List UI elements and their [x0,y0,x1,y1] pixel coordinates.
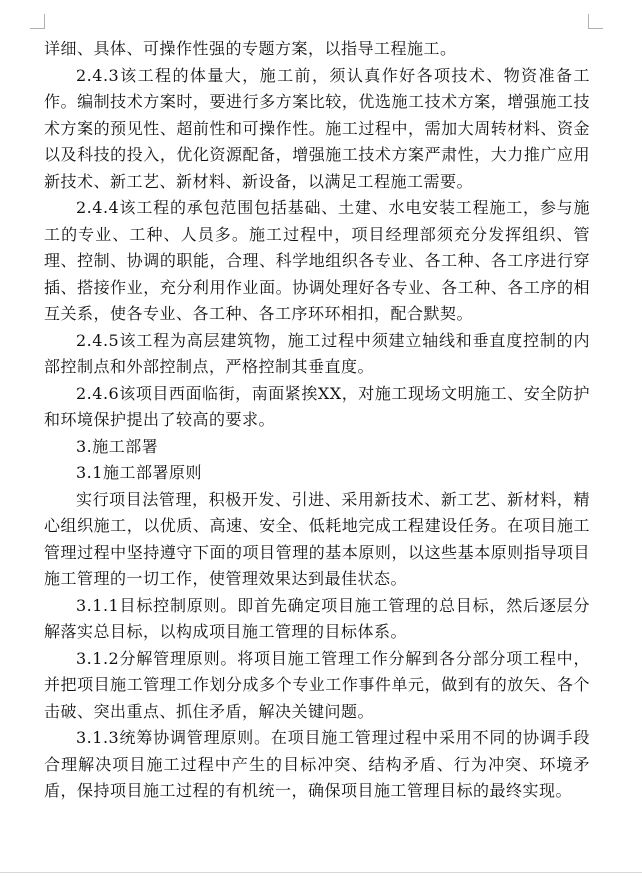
paragraph-continuation: 详细、具体、可操作性强的专题方案，以指导工程施工。 [44,39,457,58]
paragraph-2-4-4: 2.4.4该工程的承包范围包括基础、土建、水电安装工程施工，参与施工的专业、工种、人员多。施工过程中，项目经理部须充分发挥组织、管理、控制、协调的职能，合理、科学地组织各专业、各工种、各工序进行穿插、搭接作业，充分利用作业面。协调处理好各专业、各工种、各工序的相互关系，使各专业、各工种、各工序环环相扣，配合默契。 [44,198,590,323]
paragraph-2-4-5: 2.4.5该工程为高层建筑物，施工过程中须建立轴线和垂直度控制的内部控制点和外部控制点，严格控制其垂直度。 [44,330,590,376]
paragraph-3-1-2: 3.1.2分解管理原则。将项目施工管理工作分解到各分部分项工程中，并把项目施工管理工作划分成多个专业工作事件单元，做到有的放矢、各个击破、突出重点、抓住矛盾，解决关键问题。 [44,648,590,721]
paragraph-3-1-3: 3.1.3统筹协调管理原则。在项目施工管理过程中采用不同的协调手段合理解决项目施工过程中产生的目标冲突、结构矛盾、行为冲突、环境矛盾，保持项目施工过程的有机统一，确保项目施工管理目标的最终实现。 [44,728,590,800]
page-corner-mark-top-left [30,14,45,29]
paragraph-3-1-intro: 实行项目法管理，积极开发、引进、采用新技术、新工艺、新材料，精心组织施工，以优质、高速、安全、低耗地完成工程建设任务。在项目施工管理过程中坚持遵守下面的项目管理的基本原则，以这些基本原则指导项目施工管理的一切工作，使管理效果达到最佳状态。 [44,489,590,588]
page-corner-mark-top-right [588,14,603,29]
document-body[interactable] [44,36,590,805]
heading-3: 3.施工部署 [76,436,159,456]
paragraph-2-4-3: 2.4.3该工程的体量大，施工前，须认真作好各项技术、物资准备工作。编制技术方案时，要进行多方案比较，优选施工技术方案，增强施工技术方案的预见性、超前性和可操作性。施工过程中，需加大周转材料、资金以及科技的投入，优化资源配备，增强施工技术方案严肃性，大力推广应用新技术、新工艺、新材料、新设备，以满足工程施工需要。 [44,65,590,191]
heading-3-1: 3.1施工部署原则 [76,463,202,482]
paragraph-3-1-1: 3.1.1目标控制原则。即首先确定项目施工管理的总目标，然后逐层分解落实总目标，以构成项目施工管理的目标体系。 [44,595,590,641]
page-bottom-edge [0,872,642,873]
paragraph-2-4-6: 2.4.6该项目西面临街，南面紧挨XX，对施工现场文明施工、安全防护和环境保护提出了较高的要求。 [44,383,590,429]
